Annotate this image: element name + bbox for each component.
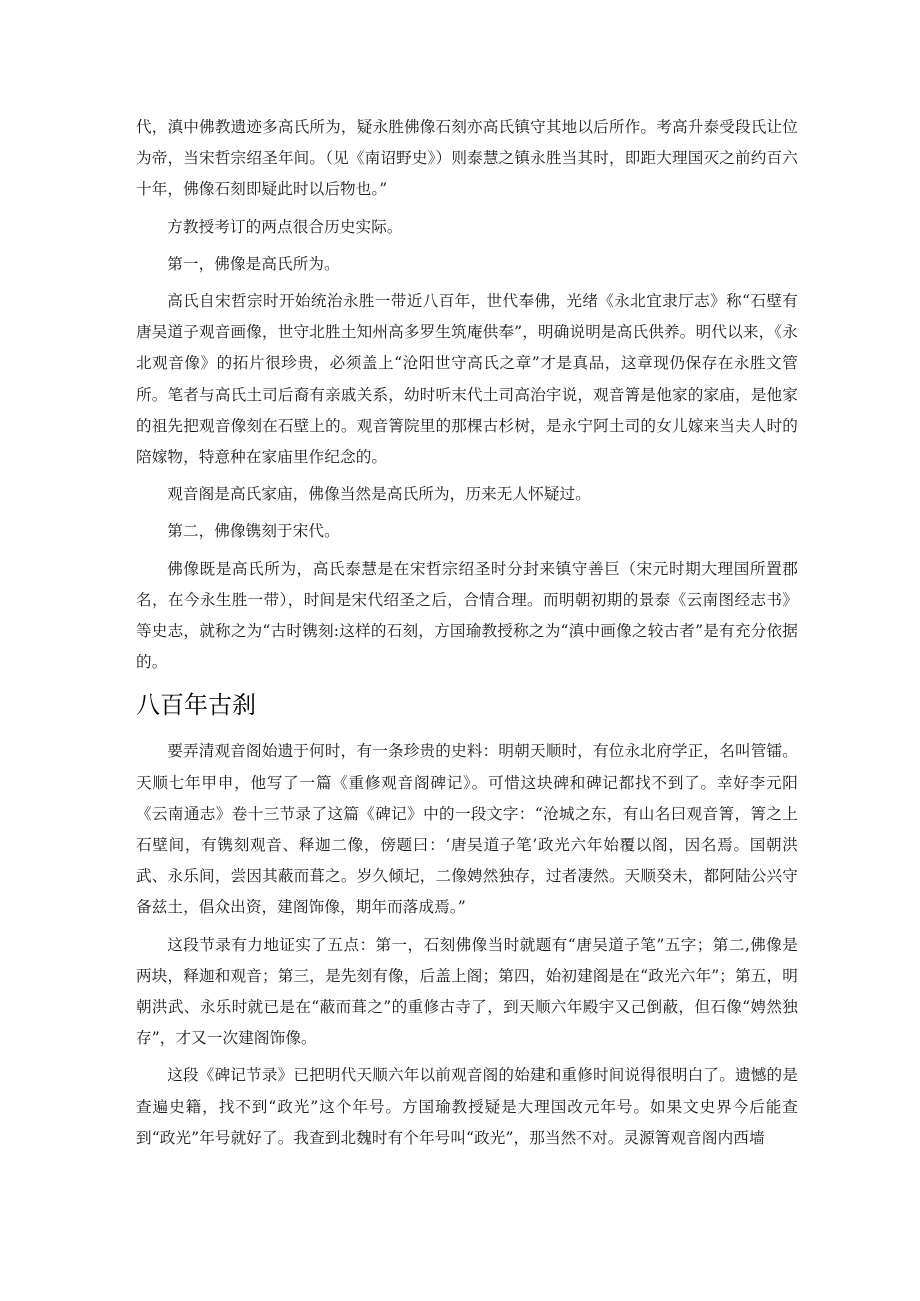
section-heading: 八百年古刹: [136, 691, 256, 720]
paragraph: 这段《碑记节录》已把明代天顺六年以前观音阁的始建和重修时间说得很明白了。遗憾的是查遍史籍，找不到“政光”这个年号。方国瑜教授疑是大理国改元年号。如果文史界今后能查到“政光”年号就好了。我查到北魏时有个年号叫“政光”，那当然不对。灵源箐观音阁内西墙: [136, 1066, 798, 1147]
paragraph: 佛像既是高氏所为，高氏泰慧是在宋哲宗绍圣时分封来镇守善巨（宋元时期大理国所置郡名，在今永生胜一带），时间是宋代绍圣之后，合情合理。而明朝初期的景泰《云南图经志书》等史志，就称之为“古时镌刻:这样的石刻，方国瑜教授称之为“滇中画像之较古者”是有充分依据的。: [136, 559, 798, 672]
paragraph: 第二，佛像镌刻于宋代。: [167, 522, 340, 541]
paragraph: 方教授考订的两点很合历史实际。: [167, 217, 403, 236]
paragraph: 观音阁是高氏家庙，佛像当然是高氏所为，历来无人怀疑过。: [167, 485, 591, 504]
paragraph-continued: 代，滇中佛教遗迹多高氏所为，疑永胜佛像石刻亦高氏镇守其地以后所作。考高升泰受段氏让位为帝，当宋哲宗绍圣年间。（见《南诏野史》）则泰慧之镇永胜当其时，即距大理国灭之前约百六十年，佛像石刻即疑此时以后物也。”: [136, 118, 798, 199]
paragraph: 第一，佛像是高氏所为。: [167, 254, 340, 273]
paragraph: 要弄清观音阁始遗于何时，有一条珍贵的史料：明朝天顺时，有位永北府学正，名叫管镭。天顺七年甲申，他写了一篇《重修观音阁碑记》。可惜这块碑和碑记都找不到了。幸好李元阳《云南通志》卷十三节录了这篇《碑记》中的一段文字：“沧城之东，有山名曰观音箐，箐之上石壁间，有镌刻观音、释迦二像，傍题曰：‘唐吴道子笔’政光六年始覆以阁，因名焉。国朝洪武、永乐间，尝因其蔽而葺之。岁久倾圮，二像娉然独存，过者凄然。天顺癸未，都阿陆公兴守备兹土，倡众出资，建阁饰像，期年而落成焉。”: [136, 742, 798, 917]
paragraph: 这段节录有力地证实了五点：第一，石刻佛像当时就题有“唐吴道子笔”五字；第二,佛像是两块，释迦和观音；第三，是先刻有像，后盖上阁；第四，始初建阁是在“政光六年”；第五，明朝洪武、永乐时就已是在“蔽而葺之”的重修古寺了，到天顺六年殿宇又己倒蔽，但石像“娉然独存”，才又一次建阁饰像。: [136, 935, 798, 1048]
document-page: [136, 112, 798, 1154]
paragraph: 高氏自宋哲宗时开始统治永胜一带近八百年，世代奉佛，光绪《永北宜隶厅志》称“石壁有唐吴道子观音画像，世守北胜土知州高多罗生筑庵供奉”，明确说明是高氏供养。明代以来，《永北观音像》的拓片很珍贵，必须盖上“沧阳世守高氏之章”才是真品，这章现仍保存在永胜文管所。笔者与高氏土司后裔有亲戚关系，幼时听末代土司高治宇说，观音箐是他家的家庙，是他家的祖先把观音像刻在石壁上的。观音箐院里的那棵古杉树，是永宁阿土司的女儿嫁来当夫人时的陪嫁物，特意种在家庙里作纪念的。: [136, 292, 798, 467]
